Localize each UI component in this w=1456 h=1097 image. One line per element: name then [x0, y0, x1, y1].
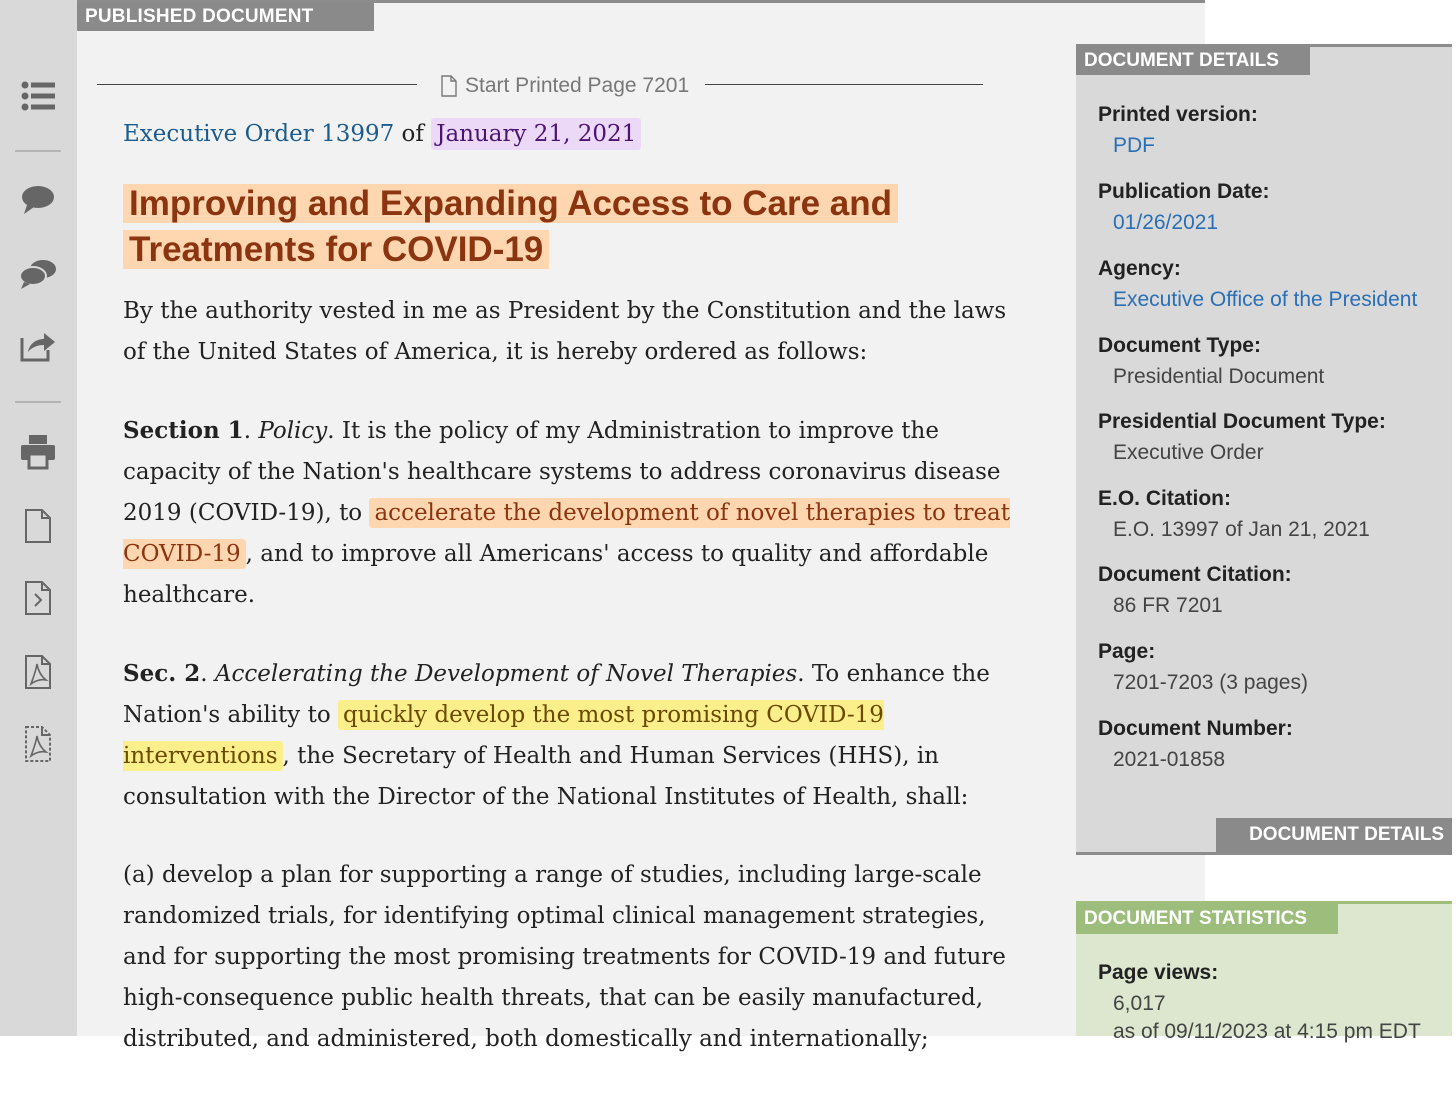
detail-label: Printed version:	[1098, 103, 1258, 126]
section-1-text-b: , and to improve all Americans' access to quality and affordable healthcare.	[123, 541, 989, 608]
detail-page	[1098, 639, 1438, 696]
page-marker-label	[441, 71, 689, 101]
document-details-footer: DOCUMENT DETAILS	[1216, 818, 1452, 852]
detail-page-views	[1098, 960, 1438, 1045]
detail-agency	[1098, 256, 1438, 313]
detail-publication-date	[1098, 179, 1438, 236]
document-icon[interactable]	[18, 506, 58, 546]
section-1-paragraph: Section 1. Policy. It is the policy of my Administration to improve the capacity of the Nation's healthcare systems to address coronavirus disease 2019 (COVID-19), to accelerate the development of novel therapies to treat COVID-19 , and to improve all Americans' access to quality and affordable healthcare.	[123, 417, 1011, 608]
executive-order-link[interactable]: Executive Order 13997	[123, 121, 395, 147]
detail-value: 2021-01858	[1113, 748, 1226, 771]
comment-icon[interactable]	[18, 180, 58, 220]
detail-label: Presidential Document Type:	[1098, 410, 1386, 433]
detail-value: Presidential Document	[1113, 365, 1325, 388]
intro-paragraph: By the authority vested in me as President by the Constitution and the laws of the United States of America, it is hereby ordered as follows:	[123, 298, 1007, 365]
detail-label: Publication Date:	[1098, 180, 1270, 203]
print-icon[interactable]	[18, 432, 58, 472]
document-statistics-tab: DOCUMENT STATISTICS	[1076, 904, 1338, 934]
pdf-link[interactable]: PDF	[1113, 134, 1155, 157]
detail-label: Page views:	[1098, 961, 1219, 984]
document-title	[123, 181, 923, 273]
agency-link[interactable]: Executive Office of the President	[1113, 288, 1418, 311]
executive-order-line	[123, 121, 641, 147]
detail-value: 86 FR 7201	[1113, 594, 1223, 617]
section-2-text-a: . To enhance the Nation's ability to	[123, 661, 990, 728]
left-toolbar	[0, 0, 77, 1036]
page-marker-text: Start Printed Page 7201	[465, 74, 690, 97]
detail-document-citation	[1098, 562, 1438, 619]
document-arrow-icon[interactable]	[18, 578, 58, 618]
detail-label: Agency:	[1098, 257, 1181, 280]
marker-rule	[97, 84, 417, 85]
document-statistics-panel	[1076, 901, 1452, 1043]
document-panel	[77, 0, 1205, 1052]
marker-rule	[705, 84, 983, 85]
detail-label: Document Citation:	[1098, 563, 1292, 586]
page-views-as-of: as of 09/11/2023 at 4:15 pm EDT	[1113, 1020, 1421, 1043]
section-1-heading: Policy	[258, 418, 328, 444]
section-1-text-a: . It is the policy of my Administration to improve the capacity of the Nation's healthcare systems to address coronavirus disease 2019 (COVID-19), to	[123, 418, 1001, 526]
section-2-highlight: quickly develop the most promising COVID-19 interventions	[123, 702, 884, 769]
section-2-text-b: , the Secretary of Health and Human Services (HHS), in consultation with the Director of the National Institutes of Health, shall:	[123, 743, 969, 810]
document-body	[123, 291, 1023, 1097]
publication-date-link[interactable]: 01/26/2021	[1113, 211, 1219, 234]
pdf-icon[interactable]	[18, 652, 58, 692]
pdf-dashed-icon[interactable]	[18, 724, 58, 764]
toolbar-divider	[15, 150, 61, 152]
detail-value: 7201-7203 (3 pages)	[1113, 671, 1308, 694]
share-icon[interactable]	[18, 326, 58, 366]
page-icon	[441, 75, 457, 97]
comments-icon[interactable]	[18, 254, 58, 294]
eo-of-text: of	[394, 121, 432, 147]
toolbar-divider	[15, 401, 61, 403]
detail-label: Page:	[1098, 640, 1156, 663]
detail-label: Document Number:	[1098, 717, 1293, 740]
detail-value: Executive Order	[1113, 441, 1264, 464]
eo-date: January 21, 2021	[431, 118, 641, 150]
printed-page-marker	[97, 71, 983, 101]
detail-value: E.O. 13997 of Jan 21, 2021	[1113, 518, 1370, 541]
document-details-tab: DOCUMENT DETAILS	[1076, 47, 1310, 75]
detail-presidential-document-type	[1098, 409, 1438, 466]
detail-label: Document Type:	[1098, 334, 1261, 357]
document-details-panel	[1076, 44, 1452, 855]
section-2-number: Sec. 2	[123, 660, 201, 687]
document-title-text: Improving and Expanding Access to Care and Treatments for COVID-19	[123, 184, 898, 269]
detail-document-number	[1098, 716, 1438, 773]
page-views-value: 6,017	[1113, 992, 1166, 1015]
detail-eo-citation	[1098, 486, 1438, 543]
detail-document-type	[1098, 333, 1438, 390]
published-document-tab: PUBLISHED DOCUMENT	[77, 3, 374, 31]
section-1-number: Section 1	[123, 417, 244, 444]
detail-printed-version	[1098, 102, 1438, 159]
section-1-highlight: accelerate the development of novel therapies to treat COVID-19	[123, 500, 1011, 567]
detail-label: E.O. Citation:	[1098, 487, 1231, 510]
section-2-paragraph: Sec. 2. Accelerating the Development of Novel Therapies. To enhance the Nation's ability to quickly develop the most promising COVID-19 interventions , the Secretary of Health and Human Services (HHS), in consultation with the Director of the National Institutes of Health, shall:	[123, 660, 990, 810]
paragraph-a: (a) develop a plan for supporting a range of studies, including large-scale randomized trials, for identifying optimal clinical management strategies, and for supporting the most promising treatments for COVID-19 and future high-consequence public health threats, that can be easily manufactured, distributed, and administered, both domestically and internationally;	[123, 862, 1006, 1052]
section-2-heading: Accelerating the Development of Novel Therapies	[214, 661, 798, 687]
list-icon[interactable]	[18, 76, 58, 116]
